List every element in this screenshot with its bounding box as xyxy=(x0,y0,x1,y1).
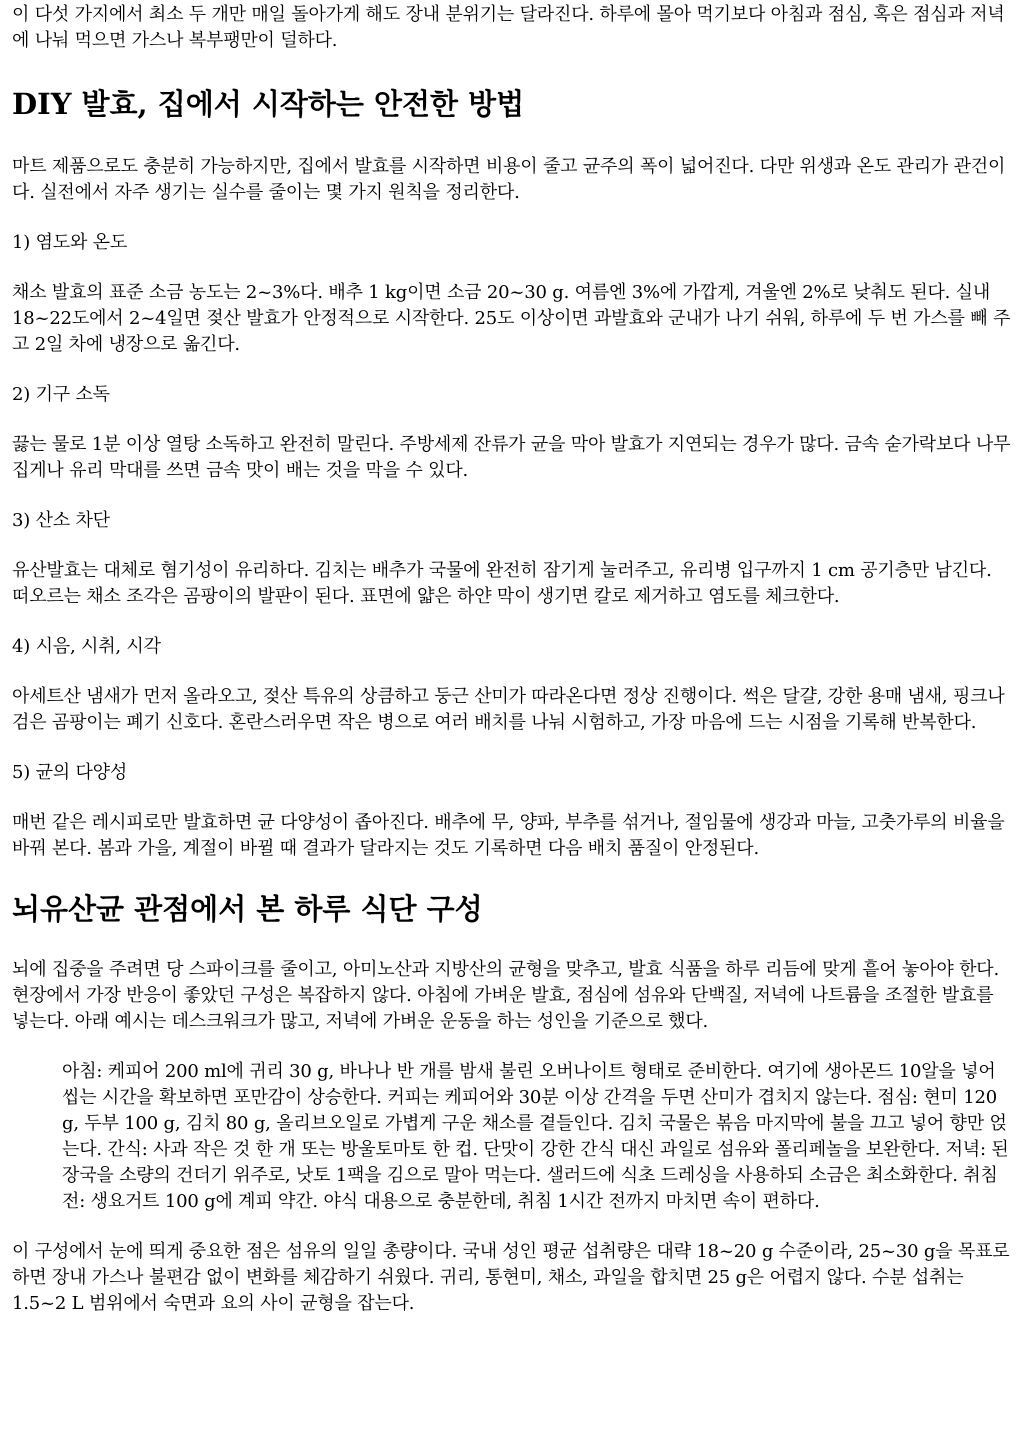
step-2-body: 끓는 물로 1분 이상 열탕 소독하고 완전히 말린다. 주방세제 잔류가 균을 막아 발효가 지연되는 경우가 많다. 금속 숟가락보다 나무 집게나 유리 막대를 쓰면 금속 맛이 배는 것을 막을 수 있다. xyxy=(12,434,1011,481)
step-1-title: 1) 염도와 온도 xyxy=(12,232,128,253)
closing-paragraph: 이 구성에서 눈에 띄게 중요한 점은 섬유의 일일 총량이다. 국내 성인 평균 섭취량은 대략 18~20 g 수준이라, 25~30 g을 목표로 하면 장내 가스나 불편감 없이 변화를 체감하기 쉬웠다. 귀리, 통현미, 채소, 과일을 합치면 25 g은 어렵지 않다. 수분 섭취는 1.5~2 L 범위에서 숙면과 요의 사이 균형을 잡는다. xyxy=(12,1241,1010,1314)
diy-section-heading: DIY 발효, 집에서 시작하는 안전한 방법 xyxy=(12,87,525,121)
step-5-title: 5) 균의 다양성 xyxy=(12,762,128,783)
step-3-body: 유산발효는 대체로 혐기성이 유리하다. 김치는 배추가 국물에 완전히 잠기게 눌러주고, 유리병 입구까지 1 cm 공기층만 남긴다. 떠오르는 채소 조각은 곰팡이의 발판이 된다. 표면에 얇은 하얀 막이 생기면 칼로 제거하고 염도를 체크한다. xyxy=(12,560,992,607)
brain-intro-paragraph: 뇌에 집중을 주려면 당 스파이크를 줄이고, 아미노산과 지방산의 균형을 맞추고, 발효 식품을 하루 리듬에 맞게 흩어 놓아야 한다. 현장에서 가장 반응이 좋았던 구성은 복잡하지 않다. 아침에 가벼운 발효, 점심에 섬유와 단백질, 저녁에 나트륨을 조절한 발효를 넣는다. 아래 예시는 데스크워크가 많고, 저녁에 가벼운 운동을 하는 성인을 기준으로 했다. xyxy=(12,959,1000,1032)
step-2-title: 2) 기구 소독 xyxy=(12,384,110,405)
brain-section-heading: 뇌유산균 관점에서 본 하루 식단 구성 xyxy=(12,892,483,926)
step-3-title: 3) 산소 차단 xyxy=(12,510,110,531)
diy-intro-paragraph: 마트 제품으로도 충분히 가능하지만, 집에서 발효를 시작하면 비용이 줄고 균주의 폭이 넓어진다. 다만 위생과 온도 관리가 관건이다. 실전에서 자주 생기는 실수를 줄이는 몇 가지 원칙을 정리한다. xyxy=(12,156,1006,203)
daily-menu-quote-text: 아침: 케피어 200 ml에 귀리 30 g, 바나나 반 개를 밤새 불린 오버나이트 형태로 준비한다. 여기에 생아몬드 10알을 넣어 씹는 시간을 확보하면 포만감이 상승한다. 커피는 케피어와 30분 이상 간격을 두면 산미가 겹치지 않는다. 점심: 현미 120 g, 두부 100 g, 김치 80 g, 올리브오일로 가볍게 구운 채소를 곁들인다. 김치 국물은 볶음 마지막에 불을 끄고 넣어 향만 얹는다. 간식: 사과 작은 것 한 개 또는 방울토마토 한 컵. 단맛이 강한 간식 대신 과일로 섬유와 폴리페놀을 보완한다. 저녁: 된장국을 소량의 건더기 위주로, 낫토 1팩을 김으로 말아 먹는다. 샐러드에 식초 드레싱을 사용하되 소금은 최소화한다. 취침 전: 생요거트 100 g에 계피 약간. 야식 대용으로 충분한데, 취침 1시간 전까지 마치면 속이 편하다. xyxy=(62,1061,1009,1212)
step-4-body: 아세트산 냄새가 먼저 올라오고, 젖산 특유의 상큼하고 둥근 산미가 따라온다면 정상 진행이다. 썩은 달걀, 강한 용매 냄새, 핑크나 검은 곰팡이는 폐기 신호다. 혼란스러우면 작은 병으로 여러 배치를 나눠 시험하고, 가장 마음에 드는 시점을 기록해 반복한다. xyxy=(12,686,1005,733)
brain-section xyxy=(12,891,1012,1317)
article-page xyxy=(0,2,1024,1317)
step-5-body: 매번 같은 레시피로만 발효하면 균 다양성이 좁아진다. 배추에 무, 양파, 부추를 섞거나, 절임물에 생강과 마늘, 고춧가루의 비율을 바꿔 본다. 봄과 가을, 계절이 바뀔 때 결과가 달라지는 것도 기록하면 다음 배치 품질이 안정된다. xyxy=(12,812,1005,859)
intro-paragraph: 이 다섯 가지에서 최소 두 개만 매일 돌아가게 해도 장내 분위기는 달라진다. 하루에 몰아 먹기보다 아침과 점심, 혹은 점심과 저녁에 나눠 먹으면 가스나 복부팽만이 덜하다. xyxy=(12,4,1005,51)
step-4-title: 4) 시음, 시취, 시각 xyxy=(12,636,161,657)
daily-menu-quote xyxy=(62,1059,1012,1215)
step-1-body: 채소 발효의 표준 소금 농도는 2~3%다. 배추 1 kg이면 소금 20~30 g. 여름엔 3%에 가깝게, 겨울엔 2%로 낮춰도 된다. 실내 18~22도에서 2~4일면 젖산 발효가 안정적으로 시작한다. 25도 이상이면 과발효와 군내가 나기 쉬워, 하루에 두 번 가스를 빼 주고 2일 차에 냉장으로 옮긴다. xyxy=(12,282,1011,355)
diy-section xyxy=(12,86,1012,862)
